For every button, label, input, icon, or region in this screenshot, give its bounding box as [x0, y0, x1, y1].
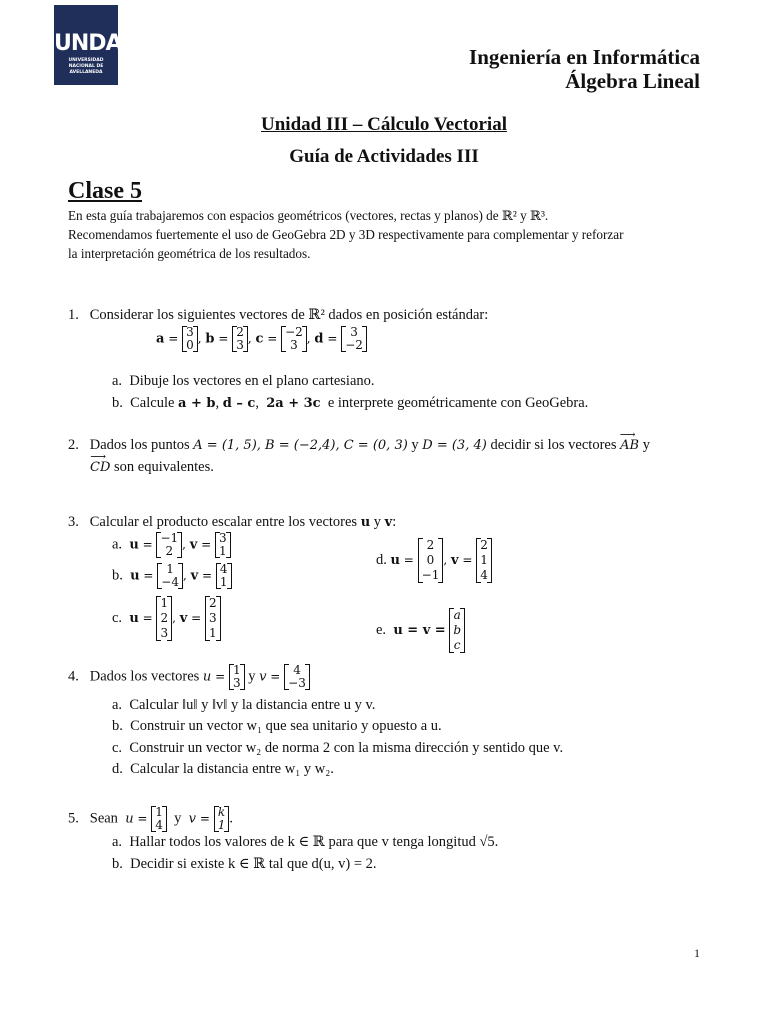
vec-a-matrix: 3 0	[182, 326, 198, 352]
ex3-item-b: b. u = 1 −4 , v = 4 1	[112, 563, 232, 589]
ex4-item-c: c. Construir un vector w₂ de norma 2 con la misma dirección y sentido que v.	[112, 740, 564, 756]
vector-ab: ⟶ AB	[620, 437, 639, 455]
ex4-item-d: d. Calcular la distancia entre w₁ y w₂.	[112, 761, 334, 777]
intro-line-2: Recomendamos fuertemente el uso de GeoGebra 2D y 3D respectivamente para complementar y reforzar	[68, 227, 624, 242]
vec-b-name: b	[205, 331, 215, 347]
ex5-item-b: b. Decidir si existe k ∈ ℝ tal que d(u, v) = 2.	[112, 856, 377, 872]
page-number: 1	[694, 946, 700, 960]
vec-c-matrix: −2 3	[281, 326, 307, 352]
ex5-item-a: a. Hallar todos los valores de k ∈ ℝ para que v tenga longitud √5.	[112, 834, 499, 850]
vec-d-matrix: 3 −2	[341, 326, 367, 352]
logo-mark: UNDAV	[54, 31, 137, 56]
course-title: Álgebra Lineal	[565, 69, 700, 93]
points-list: A = (1, 5), B = (−2,4), C = (0, 3)	[193, 438, 408, 453]
ex3-item-e: e. u = v = a b c	[376, 608, 465, 653]
exercise-2-cont: ⟶ CD son equivalentes.	[90, 458, 214, 477]
vec-d-name: d	[314, 331, 324, 347]
ex3-item-c: c. u = 1 2 3 , v = 2 3 1	[112, 596, 221, 641]
exercise-3: 3. Calcular el producto escalar entre los vectores u y v:	[68, 514, 397, 530]
vec-b-matrix: 2 3	[232, 326, 248, 352]
ex3-item-a: a. u = −1 2 , v = 3 1	[112, 532, 231, 558]
ex1-statement: Considerar los siguientes vectores de ℝ² dados en posición estándar:	[89, 307, 489, 323]
vec-a-name: a	[156, 331, 165, 347]
ex1-item-a: a. Dibuje los vectores en el plano cartesiano.	[112, 373, 375, 389]
intro-line-1: En esta guía trabajaremos con espacios geométricos (vectores, rectas y planos) de ℝ² y ℝ³.	[68, 208, 549, 223]
program-title: Ingeniería en Informática	[469, 45, 700, 69]
logo-line-3: AVELLANEDA	[69, 70, 103, 75]
logo-line-2: NACIONAL DE	[68, 64, 104, 69]
intro-paragraph	[68, 206, 700, 263]
exercise-5: 5. Sean u = 1 4 y v = k 1 .	[68, 805, 233, 832]
exercise-2: 2. Dados los puntos A = (1, 5), B = (−2,4), C = (0, 3) y D = (3, 4) decidir si los vectores ⟶ AB y	[68, 436, 650, 455]
ex1-item-b: b. Calcule a + b, d – c, 2a + 3c e interprete geométricamente con GeoGebra.	[112, 395, 589, 411]
unit-title: Unidad III – Cálculo Vectorial	[261, 114, 507, 135]
vector-cd: ⟶ CD	[90, 459, 110, 477]
guide-title: Guía de Actividades III	[289, 146, 479, 167]
vec-c-name: c	[255, 331, 264, 347]
ex1-number: 1.	[68, 307, 79, 323]
class-title: Clase 5	[68, 178, 142, 204]
ex4-item-b: b. Construir un vector w₁ que sea unitario y opuesto a u.	[112, 718, 442, 734]
logo-line-1: UNIVERSIDAD	[68, 58, 104, 63]
ex3-item-d: d. u = 2 0 −1 , v = 2 1 4	[376, 538, 492, 583]
ex4-item-a: a. Calcular ‖u‖ y ‖v‖ y la distancia entre u y v.	[112, 697, 376, 713]
university-logo	[54, 5, 137, 85]
ex1-vectors: a = 3 0 , b = 2 3 , c = −2 3 , d = 3 −2	[156, 326, 367, 352]
exercise-1	[68, 306, 488, 324]
exercise-4: 4. Dados los vectores u = 1 3 y v = 4 −3	[68, 664, 310, 690]
intro-line-3: la interpretación geométrica de los resultados.	[68, 246, 311, 261]
